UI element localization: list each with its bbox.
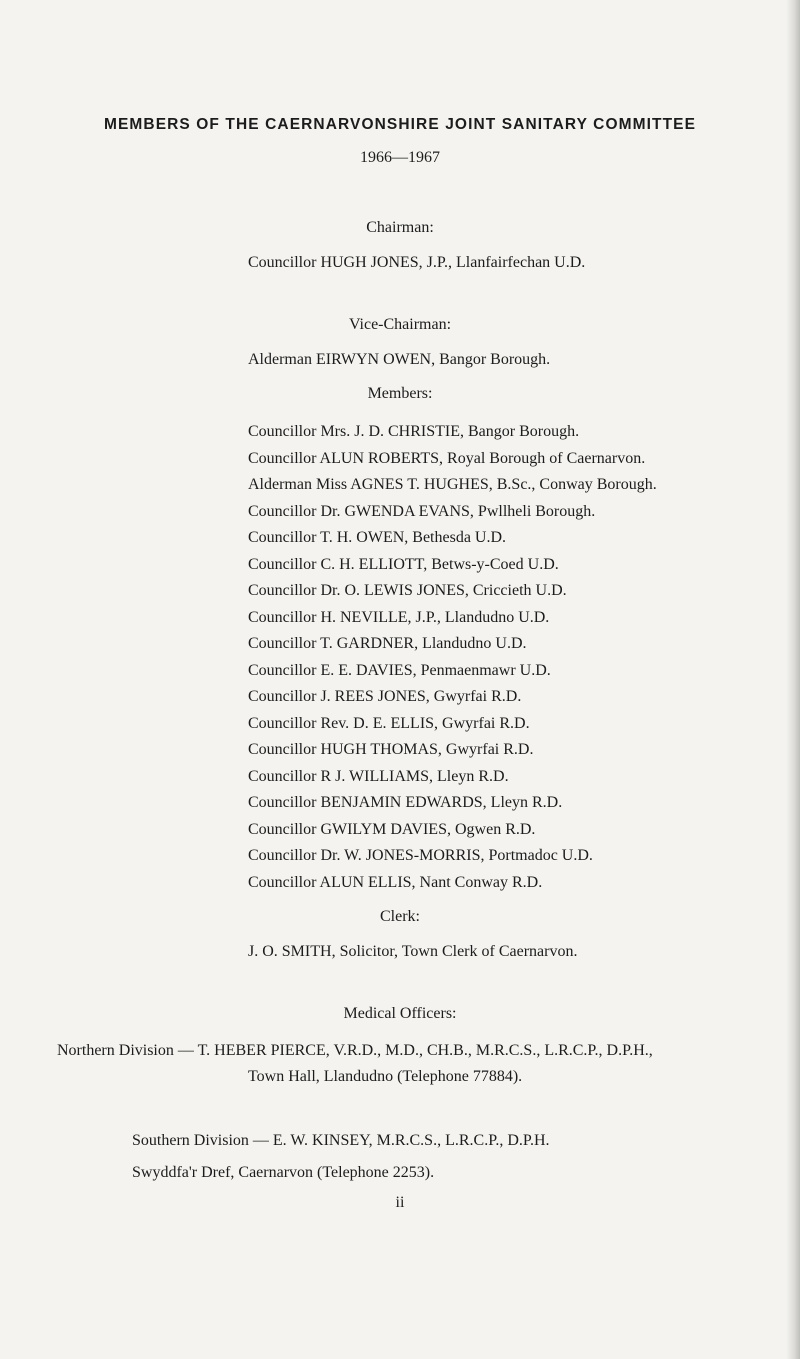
southern-division-line: Southern Division — E. W. KINSEY, M.R.C.S., L.R.C.P., D.P.H. (132, 1132, 550, 1149)
member-item: Councillor GWILYM DAVIES, Ogwen R.D. (248, 820, 536, 838)
page-number: ii (395, 1194, 405, 1211)
member-item: Councillor T. H. OWEN, Bethesda U.D. (248, 529, 507, 546)
vice-chairman-name: Alderman EIRWYN OWEN, Bangor Borough. (248, 351, 551, 368)
member-item: Councillor ALUN ELLIS, Nant Conway R.D. (248, 873, 543, 891)
member-item: Councillor T. GARDNER, Llandudno U.D. (248, 635, 527, 652)
member-item: Councillor Mrs. J. D. CHRISTIE, Bangor Borough. (248, 423, 580, 440)
member-item: Councillor E. E. DAVIES, Penmaenmawr U.D. (248, 661, 551, 679)
page-edge-shadow (786, 0, 800, 1359)
member-item: Councillor H. NEVILLE, J.P., Llandudno U.D. (248, 608, 550, 626)
clerk-name: J. O. SMITH, Solicitor, Town Clerk of Caernarvon. (248, 943, 578, 960)
member-item: Alderman Miss AGNES T. HUGHES, B.Sc., Conway Borough. (248, 476, 657, 493)
northern-division-address: Town Hall, Llandudno (Telephone 77884). (248, 1068, 523, 1085)
document-title: MEMBERS OF THE CAERNARVONSHIRE JOINT SANITARY COMMITTEE (103, 116, 697, 133)
chairman-heading: Chairman: (366, 219, 434, 236)
member-item: Councillor R J. WILLIAMS, Lleyn R.D. (248, 767, 509, 785)
members-heading: Members: (367, 385, 433, 402)
member-item: Councillor C. H. ELLIOTT, Betws-y-Coed U.D. (248, 555, 559, 573)
member-item: Councillor Dr. GWENDA EVANS, Pwllheli Borough. (248, 502, 596, 520)
chairman-name: Councillor HUGH JONES, J.P., Llanfairfechan U.D. (248, 254, 586, 271)
southern-division-address: Swyddfa'r Dref, Caernarvon (Telephone 2253). (132, 1164, 435, 1181)
member-item: Councillor ALUN ROBERTS, Royal Borough of Caernarvon. (248, 449, 646, 467)
northern-division-line: Northern Division — T. HEBER PIERCE, V.R.D., M.D., CH.B., M.R.C.S., L.R.C.P., D.P.H., (57, 1042, 653, 1059)
committee-years: 1966—1967 (360, 149, 440, 166)
member-item: Councillor Dr. W. JONES-MORRIS, Portmadoc U.D. (248, 847, 593, 864)
member-item: Councillor Rev. D. E. ELLIS, Gwyrfai R.D. (248, 714, 530, 732)
member-item: Councillor BENJAMIN EDWARDS, Lleyn R.D. (248, 794, 563, 811)
medical-officers-heading: Medical Officers: (343, 1005, 457, 1022)
vice-chairman-heading: Vice-Chairman: (348, 316, 452, 333)
member-item: Councillor Dr. O. LEWIS JONES, Criccieth U.D. (248, 582, 567, 599)
member-item: Councillor HUGH THOMAS, Gwyrfai R.D. (248, 741, 534, 758)
members-list (248, 422, 657, 899)
clerk-heading: Clerk: (380, 908, 420, 925)
member-item: Councillor J. REES JONES, Gwyrfai R.D. (248, 688, 522, 705)
